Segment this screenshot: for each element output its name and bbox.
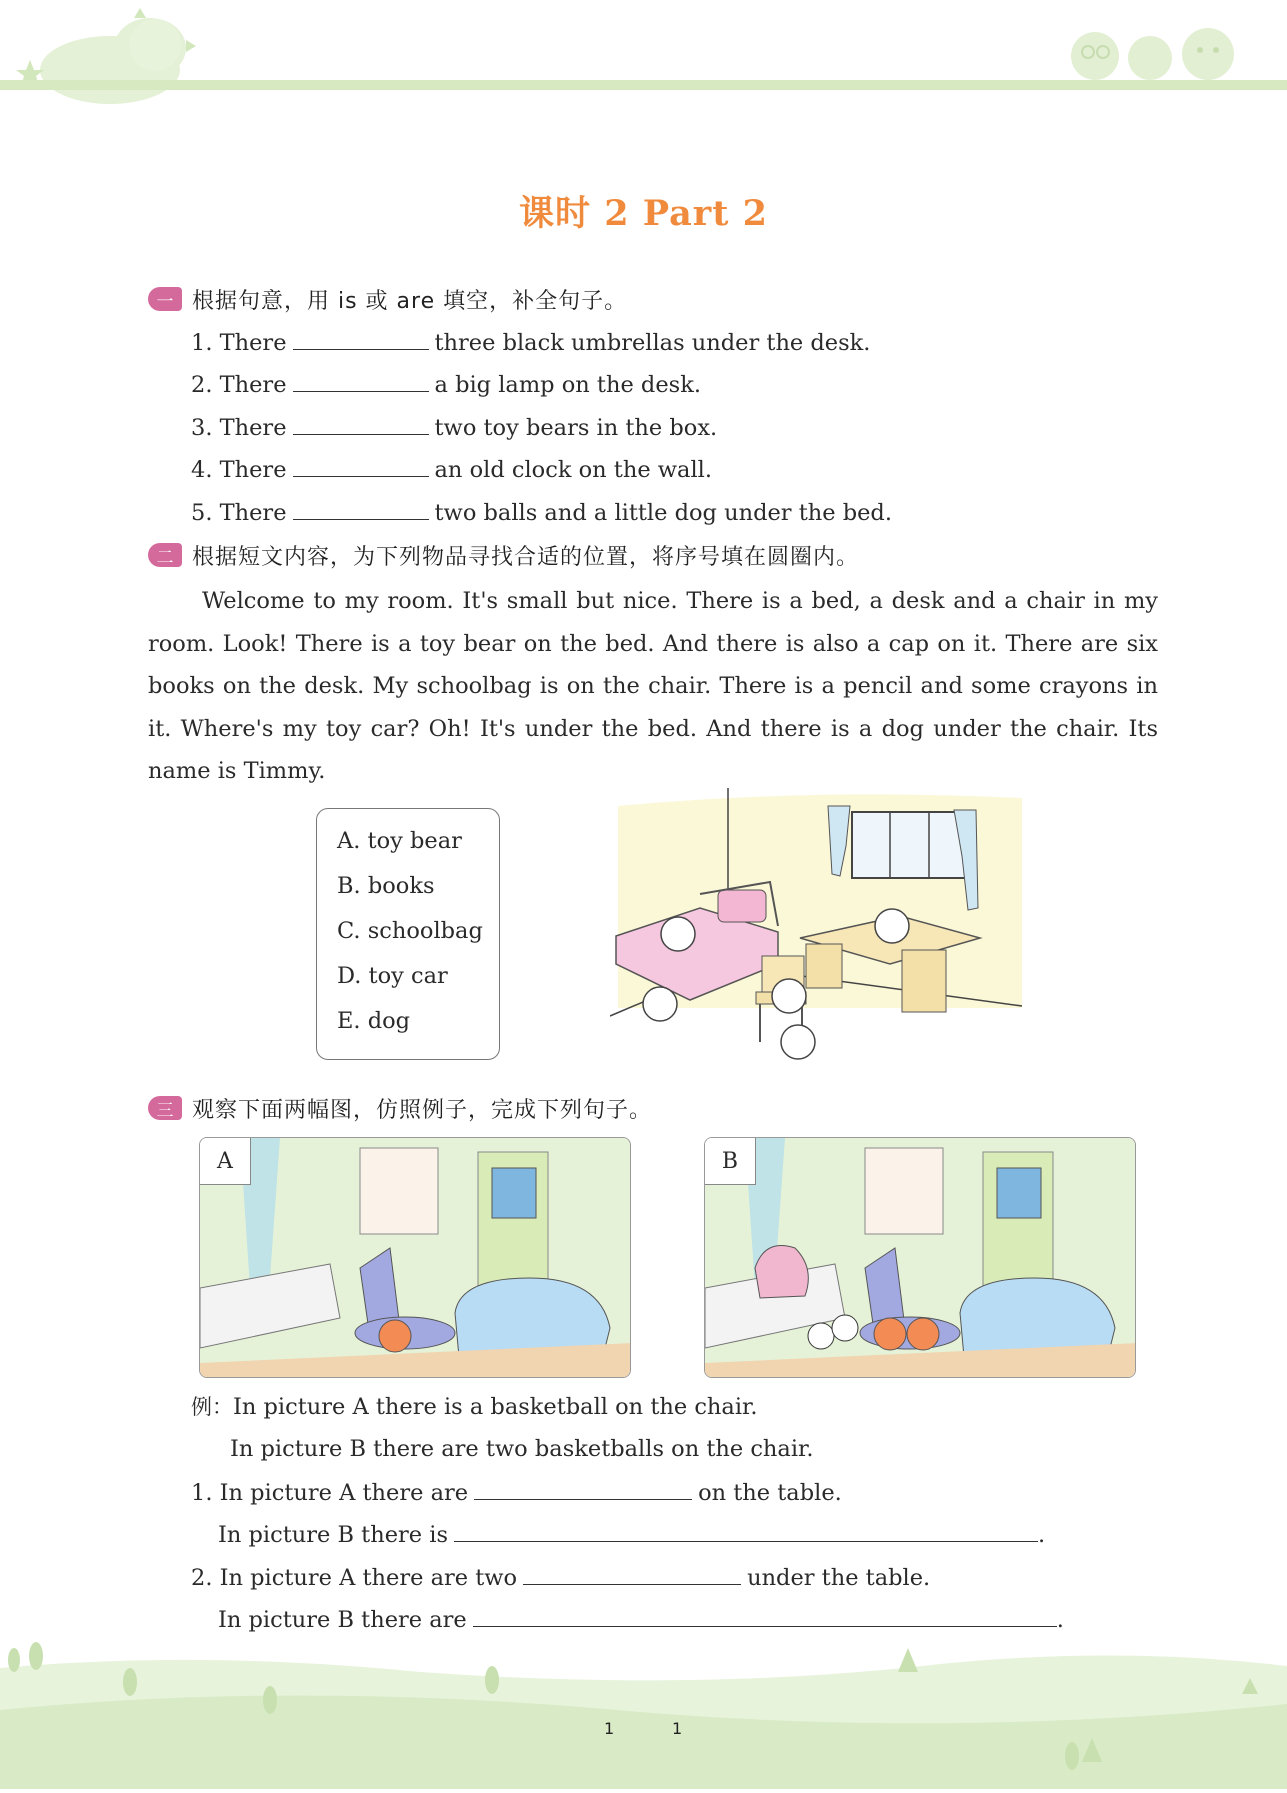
- question-1-4-suffix: an old clock on the wall.: [434, 457, 713, 483]
- page-number-right: 1: [672, 1719, 683, 1738]
- option-e: E. dog: [337, 1008, 411, 1034]
- answer-circle-desk[interactable]: [875, 909, 909, 943]
- picture-a: [199, 1137, 631, 1378]
- question-1-2-suffix: a big lamp on the desk.: [434, 372, 701, 398]
- section-1-heading: [148, 284, 627, 314]
- question-1-1: [191, 327, 870, 358]
- section-3-heading: [148, 1093, 652, 1123]
- q3-2b-suffix: .: [1056, 1607, 1064, 1633]
- bedroom-image: [610, 786, 1030, 1060]
- answer-circle-chair[interactable]: [772, 979, 806, 1013]
- hills-trees-icon: [0, 1620, 1287, 1789]
- answer-blank-3-1a[interactable]: [474, 1477, 692, 1500]
- question-1-2: [191, 369, 701, 400]
- reading-passage: [148, 580, 1158, 793]
- question-1-3-suffix: two toy bears in the box.: [434, 415, 718, 441]
- example-line-1: [191, 1392, 757, 1422]
- question-3-1-line-1: [191, 1477, 842, 1508]
- answer-blank-3-1b[interactable]: [454, 1519, 1038, 1542]
- answer-blank-1-4[interactable]: [293, 454, 429, 477]
- answer-circle-under-bed[interactable]: [643, 987, 677, 1021]
- option-b: B. books: [337, 873, 435, 899]
- example-sentence-1: In picture A there is a basketball on the chair.: [233, 1394, 758, 1420]
- example-prefix: 例：: [191, 1395, 233, 1419]
- q3-1a-prefix: 1. In picture A there are: [191, 1480, 469, 1506]
- picture-b: [704, 1137, 1136, 1378]
- answer-blank-1-5[interactable]: [293, 497, 429, 520]
- section-2-instruction: 根据短文内容，为下列物品寻找合适的位置，将序号填在圆圈内。: [192, 544, 860, 570]
- footer-landscape: [0, 1620, 1287, 1789]
- section-3-badge: 三: [148, 1096, 182, 1120]
- q3-1a-suffix: on the table.: [698, 1480, 842, 1506]
- q3-2b-prefix: In picture B there are: [218, 1607, 467, 1633]
- q3-2a-prefix: 2. In picture A there are two: [191, 1565, 518, 1591]
- picture-b-room-image: [705, 1138, 1136, 1378]
- answer-circle-bed[interactable]: [661, 917, 695, 951]
- question-1-4: [191, 454, 712, 485]
- question-1-1-suffix: three black umbrellas under the desk.: [434, 330, 871, 356]
- page-title: 课时 2 Part 2: [519, 193, 768, 234]
- answer-blank-1-3[interactable]: [293, 412, 429, 435]
- q3-1b-suffix: .: [1038, 1522, 1046, 1548]
- question-1-3: [191, 412, 717, 443]
- page-number-left: 1: [604, 1719, 615, 1738]
- section-2-heading: [148, 540, 859, 570]
- question-1-5-suffix: two balls and a little dog under the bed.: [434, 500, 892, 526]
- example-line-2: In picture B there are two basketballs on the chair.: [230, 1436, 814, 1462]
- room-illustration: [610, 786, 1030, 1060]
- passage-text: Welcome to my room. It's small but nice. There is a bed, a desk and a chair in my room. Look! There is a toy bear on the bed. And there is also a cap on it. There are six books on the desk. My schoolbag is on the chair. There is a pencil and some crayons in it. Where's my toy car? Oh! It's under the bed. And there is a dog under the chair. Its name is Timmy.: [148, 588, 1158, 784]
- picture-a-label: A: [200, 1138, 251, 1185]
- question-3-1-line-2: [218, 1519, 1045, 1550]
- answer-blank-1-2[interactable]: [293, 369, 429, 392]
- question-1-5-prefix: 5. There: [191, 500, 287, 526]
- picture-b-label: B: [705, 1138, 756, 1185]
- question-1-1-prefix: 1. There: [191, 330, 287, 356]
- question-1-3-prefix: 3. There: [191, 415, 287, 441]
- question-1-5: [191, 497, 892, 528]
- q3-2a-suffix: under the table.: [747, 1565, 931, 1591]
- section-1-instruction: 根据句意，用 is 或 are 填空，补全句子。: [192, 288, 628, 314]
- picture-a-room-image: [200, 1138, 631, 1378]
- answer-circle-under-chair[interactable]: [781, 1025, 815, 1059]
- cartoon-animals-icon: [1060, 20, 1260, 82]
- option-d: D. toy car: [337, 963, 448, 989]
- q3-1b-prefix: In picture B there is: [218, 1522, 448, 1548]
- header-animals: [1060, 20, 1260, 82]
- header-divider: [0, 80, 1287, 90]
- option-a: A. toy bear: [337, 828, 462, 854]
- question-3-2-line-1: [191, 1562, 930, 1593]
- answer-blank-3-2a[interactable]: [523, 1562, 741, 1585]
- question-1-2-prefix: 2. There: [191, 372, 287, 398]
- question-1-4-prefix: 4. There: [191, 457, 287, 483]
- option-c: C. schoolbag: [337, 918, 483, 944]
- answer-blank-1-1[interactable]: [293, 327, 429, 350]
- section-1-badge: 一: [148, 287, 182, 311]
- section-3-instruction: 观察下面两幅图，仿照例子，完成下列句子。: [192, 1097, 653, 1123]
- section-2-badge: 二: [148, 543, 182, 567]
